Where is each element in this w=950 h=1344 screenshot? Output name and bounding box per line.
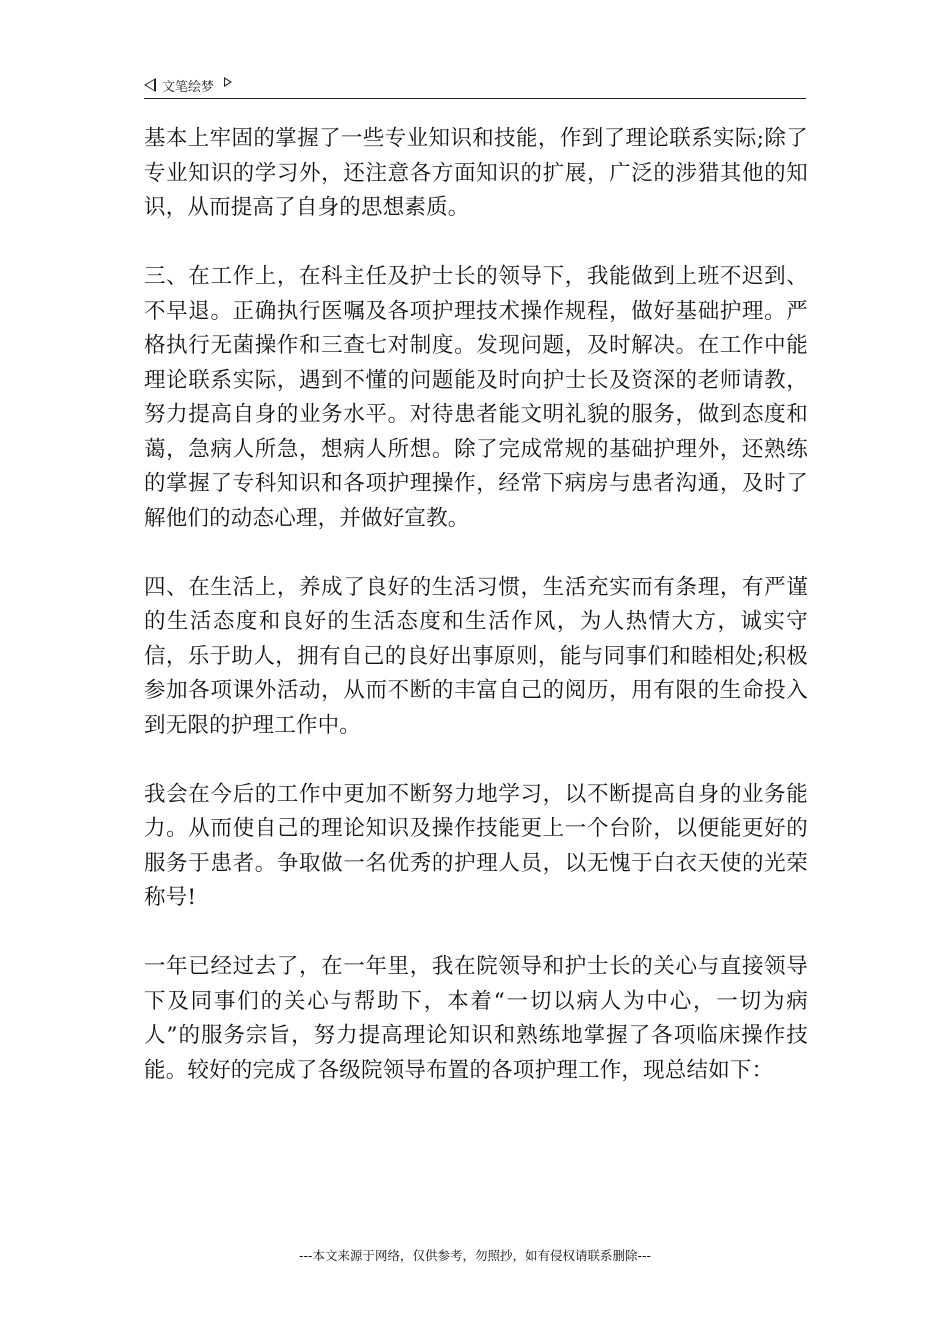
header-brand: 文笔绘梦 [162, 79, 215, 95]
paragraph-4: 我会在今后的工作中更加不断努力地学习，以不断提高自身的业务能力。从而使自己的理论知识及操作技能更上一个台阶，以便能更好的服务于患者。争取做一名优秀的护理人员，以无愧于白衣天使的光荣称号! [144, 781, 808, 910]
document-body [144, 122, 808, 1123]
right-triangle-icon [224, 77, 232, 87]
page-header [144, 72, 806, 99]
left-triangle-icon [144, 78, 156, 92]
footer-notice: ---本文来源于网络，仅供参考，勿照抄，如有侵权请联系删除--- [298, 1248, 652, 1263]
paragraph-2: 三、在工作上，在科主任及护士长的领导下，我能做到上班不迟到、不早退。正确执行医嘱及各项护理技术操作规程，做好基础护理。严格执行无菌操作和三查七对制度。发现问题，及时解决。在工作中能理论联系实际，遇到不懂的问题能及时向护士长及资深的老师请教，努力提高自身的业务水平。对待患者能文明礼貌的服务，做到态度和蔼，急病人所急，想病人所想。除了完成常规的基础护理外，还熟练的掌握了专科知识和各项护理操作，经常下病房与患者沟通，及时了解他们的动态心理，并做好宣教。 [144, 264, 808, 531]
paragraph-3: 四、在生活上，养成了良好的生活习惯，生活充实而有条理，有严谨的生活态度和良好的生活态度和生活作风，为人热情大方，诚实守信，乐于助人，拥有自己的良好出事原则，能与同事们和睦相处;积极参加各项课外活动，从而不断的丰富自己的阅历，用有限的生命投入到无限的护理工作中。 [144, 574, 808, 738]
paragraph-1: 基本上牢固的掌握了一些专业知识和技能，作到了理论联系实际;除了专业知识的学习外，还注意各方面知识的扩展，广泛的涉猎其他的知识，从而提高了自身的思想素质。 [144, 126, 808, 220]
paragraph-5: 一年已经过去了，在一年里，我在院领导和护士长的关心与直接领导下及同事们的关心与帮助下，本着“一切以病人为中心，一切为病人”的服务宗旨，努力提高理论知识和熟练地掌握了各项临床操作技能。较好的完成了各级院领导布置的各项护理工作，现总结如下： [144, 954, 808, 1083]
